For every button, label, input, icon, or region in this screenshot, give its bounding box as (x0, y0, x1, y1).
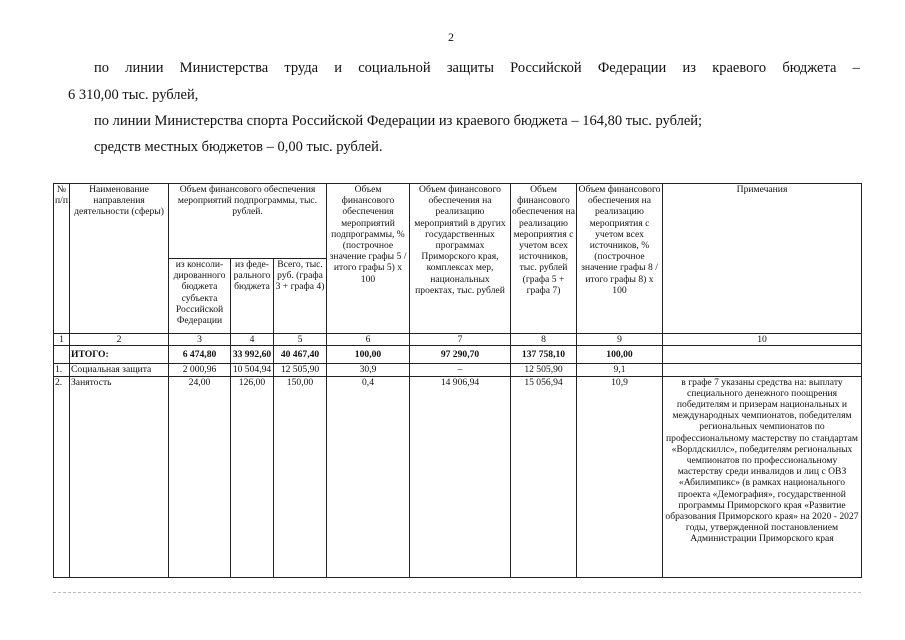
row-c5: 12 505,90 (274, 364, 327, 376)
paragraph-word: Федерации (597, 60, 667, 76)
row-name: Социальная защита (70, 364, 169, 376)
col-number: 10 (663, 334, 862, 346)
paragraph-word: Министерства (179, 60, 269, 76)
header-row-1 (54, 184, 862, 259)
row-note (663, 364, 862, 376)
empty-cell (663, 346, 862, 364)
row-c5: 150,00 (274, 376, 327, 577)
paragraph-word: Российской (510, 60, 582, 76)
row-c3: 24,00 (169, 376, 231, 577)
col-number: 9 (577, 334, 663, 346)
empty-cell (54, 346, 70, 364)
total-c3: 6 474,80 (169, 346, 231, 364)
header-col5: Всего, тыс. руб. (графа 3 + графа 4) (274, 259, 327, 334)
paragraph-word: социальной (358, 60, 431, 76)
total-c4: 33 992,60 (231, 346, 274, 364)
paragraph-word: из (682, 60, 696, 76)
row-c7: 14 906,94 (410, 376, 511, 577)
paragraph-word: краевого (712, 60, 767, 76)
row-c3: 2 000,96 (169, 364, 231, 376)
header-group-col3-5: Объем финансового обеспечения мероприятий подпрограммы, тыс. рублей. (169, 184, 327, 259)
column-number-row (54, 334, 862, 346)
col-number: 7 (410, 334, 511, 346)
row-note: в графе 7 указаны средства на: выплату специального денежного поощрения победителям и призерам национальных и международных чемпионатов, победителям региональных чемпионатов по профессиональному мастерству по стандартам «Ворлдскиллс», победителям региональных чемпионатов по профессиональному мастерству среди инвалидов и лиц с ОВЗ «Абилимпикс» (в рамках национального проекта «Демография», государственной программы Приморского края «Развитие образования Приморского края» на 2020 - 2027 годы, утвержденной постановлением Администрации Приморского края (663, 376, 862, 577)
header-col6: Объем финансового обеспечения мероприятий подпрограммы, % (построчное значение графы 5 / итого графы 5) x 100 (327, 184, 410, 334)
col-number: 8 (511, 334, 577, 346)
row-c6: 30,9 (327, 364, 410, 376)
header-col9: Объем финансового обеспечения на реализацию мероприятия с учетом всех источников, % (построчное значение графы 8 / итого графы 8) x 100 (577, 184, 663, 334)
col-number: 4 (231, 334, 274, 346)
table-row (54, 376, 862, 577)
table-row (54, 364, 862, 376)
header-col4: из феде-рального бюджета (231, 259, 274, 334)
row-c7: – (410, 364, 511, 376)
col-number: 5 (274, 334, 327, 346)
total-c9: 100,00 (577, 346, 663, 364)
header-col8: Объем финансового обеспечения на реализацию мероприятия с учетом всех источников, тыс. рублей (графа 5 + графа 7) (511, 184, 577, 334)
paragraph-labor-ministry-continued: 6 310,00 тыс. рублей, (68, 87, 199, 103)
paragraph-labor-ministry (94, 60, 860, 77)
row-c9: 10,9 (577, 376, 663, 577)
paragraph-word: по (94, 60, 110, 76)
total-label: ИТОГО: (70, 346, 169, 364)
header-col10: Примечания (663, 184, 862, 334)
header-col7: Объем финансового обеспечения на реализацию мероприятий в других государственных программах Приморского края, комплексах мер, национальных проектах, тыс. рублей (410, 184, 511, 334)
row-c4: 126,00 (231, 376, 274, 577)
total-c8: 137 758,10 (511, 346, 577, 364)
paragraph-word: и (334, 60, 343, 76)
total-c5: 40 467,40 (274, 346, 327, 364)
row-number: 2. (54, 376, 70, 577)
page-cut-divider (53, 592, 861, 593)
paragraph-word: труда (284, 60, 319, 76)
row-c8: 15 056,94 (511, 376, 577, 577)
header-col3: из консоли-дированного бюджета субъекта Российской Федерации (169, 259, 231, 334)
row-c8: 12 505,90 (511, 364, 577, 376)
total-row (54, 346, 862, 364)
col-number: 6 (327, 334, 410, 346)
row-c4: 10 504,94 (231, 364, 274, 376)
col-number: 1 (54, 334, 70, 346)
col-number: 2 (70, 334, 169, 346)
paragraph-word: – (852, 60, 860, 76)
paragraph-word: бюджета (782, 60, 837, 76)
financing-table (53, 183, 862, 578)
paragraph-word: защиты (446, 60, 494, 76)
paragraph-sport-ministry: по линии Министерства спорта Российской Федерации из краевого бюджета – 164,80 тыс. рублей; (94, 113, 703, 129)
row-name: Занятость (70, 376, 169, 577)
row-c6: 0,4 (327, 376, 410, 577)
paragraph-word: линии (125, 60, 164, 76)
row-number: 1. (54, 364, 70, 376)
total-c7: 97 290,70 (410, 346, 511, 364)
col-number: 3 (169, 334, 231, 346)
page-number: 2 (448, 30, 454, 44)
header-col1: № п/п (54, 184, 70, 334)
paragraph-local-budgets: средств местных бюджетов – 0,00 тыс. рублей. (94, 139, 383, 155)
total-c6: 100,00 (327, 346, 410, 364)
row-c9: 9,1 (577, 364, 663, 376)
header-col2: Наименование направления деятельности (сферы) (70, 184, 169, 334)
